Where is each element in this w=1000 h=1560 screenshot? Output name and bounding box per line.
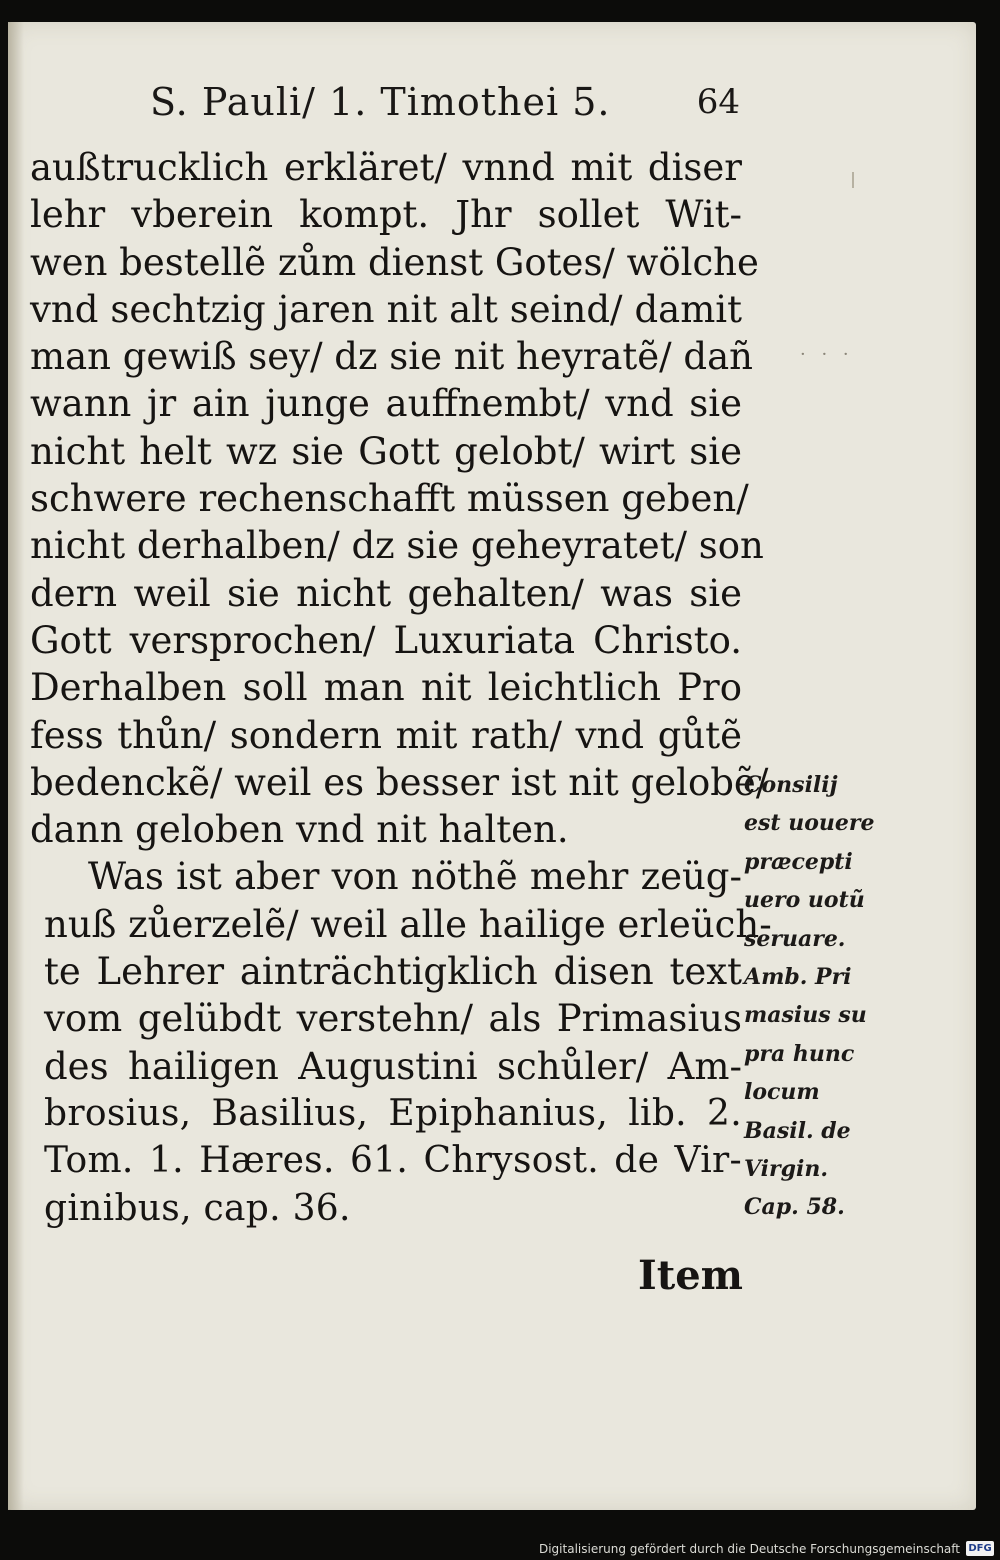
text-line: Gott versprochen/ Luxuriata Christo. bbox=[30, 618, 742, 662]
text-line: außtrucklich erkläret/ vnnd mit diser bbox=[30, 146, 742, 189]
footer-bar bbox=[0, 1540, 1000, 1560]
dfg-logo: DFG bbox=[966, 1541, 994, 1556]
text-line: vnd sechtzig jaren nit alt seind/ damit bbox=[30, 287, 742, 331]
text-line: nicht helt wz sie Gott gelobt/ wirt sie bbox=[30, 429, 742, 473]
margin-note-line: locum bbox=[744, 1079, 820, 1106]
text-line: dann geloben vnd nit halten. bbox=[30, 808, 569, 852]
margin-note-line: Virgin. bbox=[744, 1156, 829, 1183]
text-line: schwere rechenschafft müssen geben/ bbox=[30, 477, 749, 521]
margin-note-line: Consilij bbox=[744, 772, 838, 798]
page-number: 64 bbox=[696, 82, 740, 122]
text-line: nicht derhalben/ dz sie geheyratet/ son bbox=[30, 524, 764, 568]
text-line: vom gelübdt verstehn/ als Primasius bbox=[44, 997, 742, 1041]
text-line: bedenckẽ/ weil es besser ist nit gelobẽ/ bbox=[30, 760, 769, 804]
margin-note-line: est uouere bbox=[744, 810, 875, 837]
running-title: S. Pauli/ 1. Timothei 5. bbox=[150, 80, 611, 124]
text-line: Derhalben soll man nit leichtlich Pro bbox=[30, 666, 742, 710]
text-line: fess thůn/ sondern mit rath/ vnd gůtẽ bbox=[30, 713, 742, 757]
margin-note-line: seruare. bbox=[744, 925, 846, 952]
text-line: wen bestellẽ zům dienst Gotes/ wölche bbox=[30, 240, 759, 284]
page-gutter-shadow bbox=[8, 22, 24, 1510]
margin-note-line: uero uotũ bbox=[744, 887, 865, 914]
margin-note-line: pra hunc bbox=[744, 1040, 855, 1067]
page-mark bbox=[852, 172, 854, 188]
text-line: ginibus, cap. 36. bbox=[44, 1187, 351, 1229]
text-line: te Lehrer ainträchtigklich disen text bbox=[44, 950, 742, 994]
funding-credit: Digitalisierung gefördert durch die Deutsche Forschungsgemeinschaft bbox=[538, 1542, 960, 1556]
margin-note-line: masius su bbox=[744, 1002, 867, 1029]
paragraph-start-line: Was ist aber von nöthẽ mehr zeüg- bbox=[88, 855, 742, 899]
text-line: brosius, Basilius, Epiphanius, lib. 2. bbox=[44, 1092, 742, 1134]
running-head bbox=[150, 80, 740, 130]
text-line: lehr vberein kompt. Jhr sollet Wit- bbox=[30, 193, 742, 237]
text-line: nuß zůerzelẽ/ weil alle hailige erleüch- bbox=[44, 902, 772, 946]
body-text bbox=[30, 144, 772, 1232]
ink-specks: · · · bbox=[800, 344, 854, 365]
margin-note-line: præcepti bbox=[744, 848, 853, 875]
catchword: Item bbox=[638, 1252, 743, 1299]
text-line: man gewiß sey/ dz sie nit heyratẽ/ dañ bbox=[30, 335, 753, 379]
text-line: Tom. 1. Hæres. 61. Chrysost. de Vir- bbox=[44, 1140, 742, 1182]
text-line: wann jr ain junge auffnembt/ vnd sie bbox=[30, 382, 742, 426]
text-line: des hailigen Augustini schůler/ Am- bbox=[44, 1044, 742, 1088]
text-line: dern weil sie nicht gehalten/ was sie bbox=[30, 571, 742, 615]
margin-note-line: Basil. de bbox=[744, 1117, 851, 1144]
margin-note-line: Amb. Pri bbox=[744, 964, 852, 991]
margin-notes bbox=[744, 766, 884, 1227]
margin-note-line: Cap. 58. bbox=[744, 1194, 845, 1221]
